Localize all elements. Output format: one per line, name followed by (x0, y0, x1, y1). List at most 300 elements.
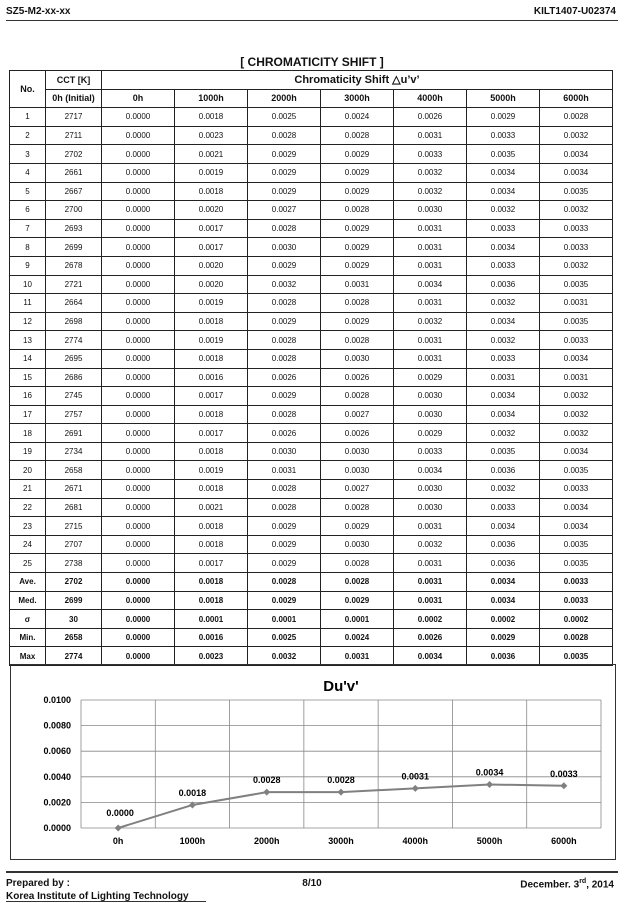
shift-header: Chromaticity Shift △u’v’ (102, 71, 613, 90)
cct-cell: 2695 (46, 349, 102, 368)
shift-cell: 0.0036 (467, 554, 540, 573)
shift-cell: 0.0000 (102, 126, 175, 145)
x-tick-label: 6000h (551, 836, 577, 846)
shift-cell: 0.0001 (321, 610, 394, 629)
shift-cell: 0.0032 (467, 201, 540, 220)
shift-cell: 0.0000 (102, 349, 175, 368)
cct-cell: 2698 (46, 312, 102, 331)
shift-cell: 0.0028 (540, 108, 613, 127)
shift-cell: 0.0033 (394, 145, 467, 164)
shift-cell: 0.0032 (394, 163, 467, 182)
data-point (338, 789, 345, 796)
shift-cell: 0.0000 (102, 554, 175, 573)
cct-cell: 2738 (46, 554, 102, 573)
shift-cell: 0.0032 (467, 294, 540, 313)
table-row (10, 201, 613, 220)
shift-cell: 0.0000 (102, 610, 175, 629)
row-label: 10 (10, 275, 46, 294)
shift-cell: 0.0029 (248, 182, 321, 201)
cct-cell: 2711 (46, 126, 102, 145)
shift-cell: 0.0035 (540, 275, 613, 294)
shift-cell: 0.0029 (321, 145, 394, 164)
cct-cell: 2693 (46, 219, 102, 238)
shift-cell: 0.0031 (394, 554, 467, 573)
shift-cell: 0.0029 (248, 145, 321, 164)
shift-cell: 0.0032 (394, 182, 467, 201)
shift-cell: 0.0000 (102, 647, 175, 666)
shift-cell: 0.0030 (248, 442, 321, 461)
table-row (10, 368, 613, 387)
cct-cell: 2686 (46, 368, 102, 387)
shift-cell: 0.0032 (540, 256, 613, 275)
shift-cell: 0.0029 (394, 368, 467, 387)
y-tick-label: 0.0080 (43, 720, 71, 731)
shift-cell: 0.0000 (102, 405, 175, 424)
shift-cell: 0.0034 (394, 461, 467, 480)
cct-cell: 2664 (46, 294, 102, 313)
x-tick-label: 5000h (476, 836, 503, 846)
data-point (560, 782, 567, 789)
shift-cell: 0.0029 (467, 108, 540, 127)
shift-cell: 0.0029 (321, 591, 394, 610)
row-label: 6 (10, 201, 46, 220)
cct-cell: 2699 (46, 238, 102, 257)
chart-title: Du'v' (323, 678, 359, 695)
row-label: σ (10, 610, 46, 629)
table-row (10, 498, 613, 517)
cct-cell: 2702 (46, 573, 102, 592)
shift-cell: 0.0028 (321, 294, 394, 313)
shift-cell: 0.0000 (102, 145, 175, 164)
duv-chart (10, 664, 616, 860)
shift-cell: 0.0018 (175, 573, 248, 592)
shift-cell: 0.0028 (321, 387, 394, 406)
shift-cell: 0.0018 (175, 349, 248, 368)
shift-cell: 0.0032 (248, 647, 321, 666)
shift-cell: 0.0032 (248, 275, 321, 294)
cct-cell: 2702 (46, 145, 102, 164)
shift-cell: 0.0016 (175, 368, 248, 387)
y-tick-label: 0.0060 (43, 746, 71, 757)
shift-cell: 0.0024 (321, 628, 394, 647)
shift-cell: 0.0030 (394, 201, 467, 220)
data-point (486, 781, 493, 788)
shift-cell: 0.0000 (102, 219, 175, 238)
table-row (10, 461, 613, 480)
x-tick-label: 2000h (253, 836, 280, 846)
shift-cell: 0.0028 (321, 201, 394, 220)
table-row (10, 126, 613, 145)
shift-cell: 0.0033 (540, 573, 613, 592)
shift-cell: 0.0030 (394, 498, 467, 517)
shift-cell: 0.0035 (540, 182, 613, 201)
shift-cell: 0.0020 (175, 275, 248, 294)
shift-cell: 0.0030 (394, 480, 467, 499)
shift-cell: 0.0027 (321, 480, 394, 499)
shift-cell: 0.0019 (175, 294, 248, 313)
shift-cell: 0.0029 (321, 219, 394, 238)
row-label: 3 (10, 145, 46, 164)
shift-cell: 0.0028 (248, 349, 321, 368)
shift-cell: 0.0018 (175, 405, 248, 424)
shift-cell: 0.0029 (248, 591, 321, 610)
table-row (10, 108, 613, 127)
shift-cell: 0.0036 (467, 647, 540, 666)
shift-cell: 0.0034 (467, 573, 540, 592)
shift-cell: 0.0031 (394, 126, 467, 145)
table-row (10, 294, 613, 313)
shift-cell: 0.0036 (467, 461, 540, 480)
row-label: 8 (10, 238, 46, 257)
shift-cell: 0.0028 (248, 126, 321, 145)
y-tick-label: 0.0000 (43, 823, 71, 833)
x-tick-label: 0h (112, 836, 124, 846)
stat-row (10, 591, 613, 610)
table-row (10, 275, 613, 294)
shift-cell: 0.0031 (394, 591, 467, 610)
cct-cell: 2681 (46, 498, 102, 517)
data-label: 0.0028 (327, 775, 355, 786)
row-label: 24 (10, 535, 46, 554)
x-tick-label: 4000h (402, 836, 429, 846)
shift-cell: 0.0023 (175, 647, 248, 666)
shift-cell: 0.0026 (394, 108, 467, 127)
row-label: 16 (10, 387, 46, 406)
cct-cell: 2745 (46, 387, 102, 406)
row-label: 13 (10, 331, 46, 350)
shift-cell: 0.0035 (540, 554, 613, 573)
shift-cell: 0.0031 (394, 517, 467, 536)
shift-cell: 0.0031 (248, 461, 321, 480)
shift-cell: 0.0027 (248, 201, 321, 220)
shift-cell: 0.0031 (467, 368, 540, 387)
shift-cell: 0.0034 (540, 349, 613, 368)
shift-cell: 0.0034 (467, 387, 540, 406)
shift-cell: 0.0034 (540, 442, 613, 461)
x-tick-label: 1000h (179, 836, 206, 846)
shift-cell: 0.0027 (321, 405, 394, 424)
shift-cell: 0.0000 (102, 238, 175, 257)
shift-cell: 0.0035 (540, 647, 613, 666)
shift-cell: 0.0034 (394, 275, 467, 294)
shift-cell: 0.0029 (248, 256, 321, 275)
shift-cell: 0.0030 (321, 535, 394, 554)
shift-cell: 0.0031 (540, 368, 613, 387)
shift-cell: 0.0033 (467, 256, 540, 275)
shift-cell: 0.0030 (394, 405, 467, 424)
y-tick-label: 0.0100 (43, 695, 71, 705)
shift-cell: 0.0028 (248, 573, 321, 592)
table-row (10, 312, 613, 331)
shift-cell: 0.0029 (248, 554, 321, 573)
shift-cell: 0.0018 (175, 517, 248, 536)
stat-row (10, 573, 613, 592)
shift-cell: 0.0028 (321, 126, 394, 145)
shift-cell: 0.0034 (394, 647, 467, 666)
cct-cell: 2661 (46, 163, 102, 182)
shift-cell: 0.0001 (175, 610, 248, 629)
shift-cell: 0.0000 (102, 182, 175, 201)
shift-cell: 0.0000 (102, 108, 175, 127)
shift-cell: 0.0033 (540, 331, 613, 350)
shift-cell: 0.0017 (175, 554, 248, 573)
shift-cell: 0.0035 (467, 442, 540, 461)
cct-cell: 2699 (46, 591, 102, 610)
shift-cell: 0.0034 (540, 517, 613, 536)
shift-cell: 0.0029 (321, 312, 394, 331)
row-label: 9 (10, 256, 46, 275)
shift-cell: 0.0029 (467, 628, 540, 647)
shift-cell: 0.0036 (467, 275, 540, 294)
shift-cell: 0.0034 (540, 145, 613, 164)
cct-cell: 2715 (46, 517, 102, 536)
shift-cell: 0.0002 (467, 610, 540, 629)
data-point (412, 785, 419, 792)
shift-cell: 0.0029 (248, 163, 321, 182)
shift-cell: 0.0029 (248, 517, 321, 536)
shift-cell: 0.0033 (467, 349, 540, 368)
table-row (10, 349, 613, 368)
shift-cell: 0.0031 (540, 294, 613, 313)
cct-cell: 2671 (46, 480, 102, 499)
shift-cell: 0.0000 (102, 591, 175, 610)
table-row (10, 517, 613, 536)
shift-cell: 0.0032 (394, 535, 467, 554)
table-row (10, 163, 613, 182)
cct-cell: 2667 (46, 182, 102, 201)
shift-cell: 0.0034 (540, 498, 613, 517)
data-label: 0.0033 (550, 768, 578, 779)
shift-cell: 0.0028 (248, 219, 321, 238)
data-label: 0.0018 (178, 787, 207, 798)
table-row (10, 480, 613, 499)
cct-cell: 2691 (46, 424, 102, 443)
shift-cell: 0.0019 (175, 461, 248, 480)
footer-rule (6, 871, 618, 873)
shift-cell: 0.0032 (540, 405, 613, 424)
shift-cell: 0.0030 (248, 238, 321, 257)
shift-cell: 0.0025 (248, 108, 321, 127)
hour-header: 6000h (540, 89, 613, 108)
row-label: 5 (10, 182, 46, 201)
hour-header: 1000h (175, 89, 248, 108)
shift-cell: 0.0000 (102, 573, 175, 592)
row-label: 22 (10, 498, 46, 517)
shift-cell: 0.0002 (540, 610, 613, 629)
shift-cell: 0.0031 (394, 256, 467, 275)
shift-cell: 0.0031 (321, 275, 394, 294)
shift-cell: 0.0033 (394, 442, 467, 461)
hour-header: 0h (102, 89, 175, 108)
shift-cell: 0.0000 (102, 368, 175, 387)
shift-cell: 0.0000 (102, 275, 175, 294)
cct-cell: 2717 (46, 108, 102, 127)
cct-cell: 2707 (46, 535, 102, 554)
cct-header: CCT [K] (46, 71, 102, 90)
shift-cell: 0.0035 (540, 535, 613, 554)
shift-cell: 0.0028 (248, 480, 321, 499)
table-row (10, 219, 613, 238)
shift-cell: 0.0001 (248, 610, 321, 629)
row-label: 15 (10, 368, 46, 387)
stat-row (10, 610, 613, 629)
row-label: 1 (10, 108, 46, 127)
shift-cell: 0.0029 (321, 238, 394, 257)
cct-cell: 2678 (46, 256, 102, 275)
shift-cell: 0.0000 (102, 461, 175, 480)
shift-cell: 0.0000 (102, 387, 175, 406)
shift-cell: 0.0028 (321, 554, 394, 573)
shift-cell: 0.0000 (102, 312, 175, 331)
shift-cell: 0.0029 (321, 256, 394, 275)
shift-cell: 0.0021 (175, 498, 248, 517)
row-label: 17 (10, 405, 46, 424)
shift-cell: 0.0000 (102, 535, 175, 554)
shift-cell: 0.0029 (248, 535, 321, 554)
shift-cell: 0.0029 (321, 163, 394, 182)
shift-cell: 0.0033 (467, 126, 540, 145)
shift-cell: 0.0030 (321, 442, 394, 461)
chromaticity-table (9, 70, 613, 666)
cct-cell: 2774 (46, 331, 102, 350)
row-label: 19 (10, 442, 46, 461)
shift-cell: 0.0031 (394, 238, 467, 257)
shift-cell: 0.0021 (175, 145, 248, 164)
shift-cell: 0.0033 (540, 219, 613, 238)
shift-cell: 0.0026 (321, 424, 394, 443)
shift-cell: 0.0034 (467, 163, 540, 182)
shift-cell: 0.0029 (394, 424, 467, 443)
y-tick-label: 0.0020 (43, 797, 71, 808)
row-label: 14 (10, 349, 46, 368)
shift-cell: 0.0030 (321, 461, 394, 480)
shift-cell: 0.0030 (321, 349, 394, 368)
shift-cell: 0.0000 (102, 256, 175, 275)
data-label: 0.0000 (106, 808, 134, 818)
shift-cell: 0.0024 (321, 108, 394, 127)
shift-cell: 0.0000 (102, 294, 175, 313)
shift-cell: 0.0034 (540, 163, 613, 182)
shift-cell: 0.0031 (394, 331, 467, 350)
shift-cell: 0.0000 (102, 628, 175, 647)
row-label: 4 (10, 163, 46, 182)
row-label: 23 (10, 517, 46, 536)
header-rule (6, 20, 618, 21)
row-label: Min. (10, 628, 46, 647)
shift-cell: 0.0028 (540, 628, 613, 647)
shift-cell: 0.0032 (394, 312, 467, 331)
row-label: 2 (10, 126, 46, 145)
cct-initial-header: 0h (Initial) (46, 89, 102, 108)
shift-cell: 0.0018 (175, 535, 248, 554)
data-point (115, 825, 122, 832)
table-row (10, 535, 613, 554)
shift-cell: 0.0032 (540, 387, 613, 406)
shift-cell: 0.0026 (248, 424, 321, 443)
shift-cell: 0.0033 (540, 480, 613, 499)
data-label: 0.0031 (401, 771, 430, 782)
hour-header: 4000h (394, 89, 467, 108)
shift-cell: 0.0029 (321, 517, 394, 536)
shift-cell: 0.0035 (467, 145, 540, 164)
shift-cell: 0.0029 (321, 182, 394, 201)
shift-cell: 0.0031 (394, 349, 467, 368)
cct-cell: 2774 (46, 647, 102, 666)
row-label: 18 (10, 424, 46, 443)
shift-cell: 0.0030 (394, 387, 467, 406)
shift-cell: 0.0034 (467, 238, 540, 257)
cct-cell: 2658 (46, 461, 102, 480)
shift-cell: 0.0020 (175, 201, 248, 220)
table-row (10, 182, 613, 201)
shift-cell: 0.0035 (540, 461, 613, 480)
shift-cell: 0.0036 (467, 535, 540, 554)
shift-cell: 0.0017 (175, 387, 248, 406)
shift-cell: 0.0034 (467, 591, 540, 610)
data-point (263, 789, 270, 796)
x-tick-label: 3000h (328, 836, 354, 846)
shift-cell: 0.0033 (540, 238, 613, 257)
page-number: 8/10 (302, 878, 322, 889)
shift-cell: 0.0031 (394, 219, 467, 238)
table-row (10, 405, 613, 424)
shift-cell: 0.0028 (248, 331, 321, 350)
shift-cell: 0.0033 (467, 219, 540, 238)
shift-cell: 0.0025 (248, 628, 321, 647)
shift-cell: 0.0028 (321, 573, 394, 592)
shift-cell: 0.0017 (175, 238, 248, 257)
shift-cell: 0.0028 (248, 294, 321, 313)
shift-cell: 0.0035 (540, 312, 613, 331)
hour-header: 5000h (467, 89, 540, 108)
shift-cell: 0.0028 (321, 331, 394, 350)
row-label: Max (10, 647, 46, 666)
data-label: 0.0028 (252, 775, 281, 786)
table-row (10, 145, 613, 164)
shift-cell: 0.0016 (175, 628, 248, 647)
shift-cell: 0.0034 (467, 405, 540, 424)
hour-header: 2000h (248, 89, 321, 108)
cct-cell: 2757 (46, 405, 102, 424)
shift-cell: 0.0029 (248, 312, 321, 331)
data-label: 0.0034 (475, 767, 504, 778)
table-row (10, 331, 613, 350)
shift-cell: 0.0029 (248, 387, 321, 406)
shift-cell: 0.0000 (102, 201, 175, 220)
cct-cell: 2721 (46, 275, 102, 294)
shift-cell: 0.0000 (102, 163, 175, 182)
stat-row (10, 628, 613, 647)
row-label: 20 (10, 461, 46, 480)
shift-cell: 0.0017 (175, 219, 248, 238)
shift-cell: 0.0032 (540, 424, 613, 443)
shift-cell: 0.0031 (321, 647, 394, 666)
table-row (10, 424, 613, 443)
shift-cell: 0.0018 (175, 442, 248, 461)
shift-cell: 0.0000 (102, 517, 175, 536)
shift-cell: 0.0028 (248, 405, 321, 424)
shift-cell: 0.0018 (175, 108, 248, 127)
stat-row (10, 647, 613, 666)
shift-cell: 0.0002 (394, 610, 467, 629)
organization-underline (6, 901, 206, 902)
row-label: 11 (10, 294, 46, 313)
shift-cell: 0.0034 (467, 517, 540, 536)
shift-cell: 0.0019 (175, 163, 248, 182)
organization-name: Korea Institute of Lighting Technology (6, 891, 189, 902)
shift-cell: 0.0018 (175, 591, 248, 610)
shift-cell: 0.0031 (394, 573, 467, 592)
